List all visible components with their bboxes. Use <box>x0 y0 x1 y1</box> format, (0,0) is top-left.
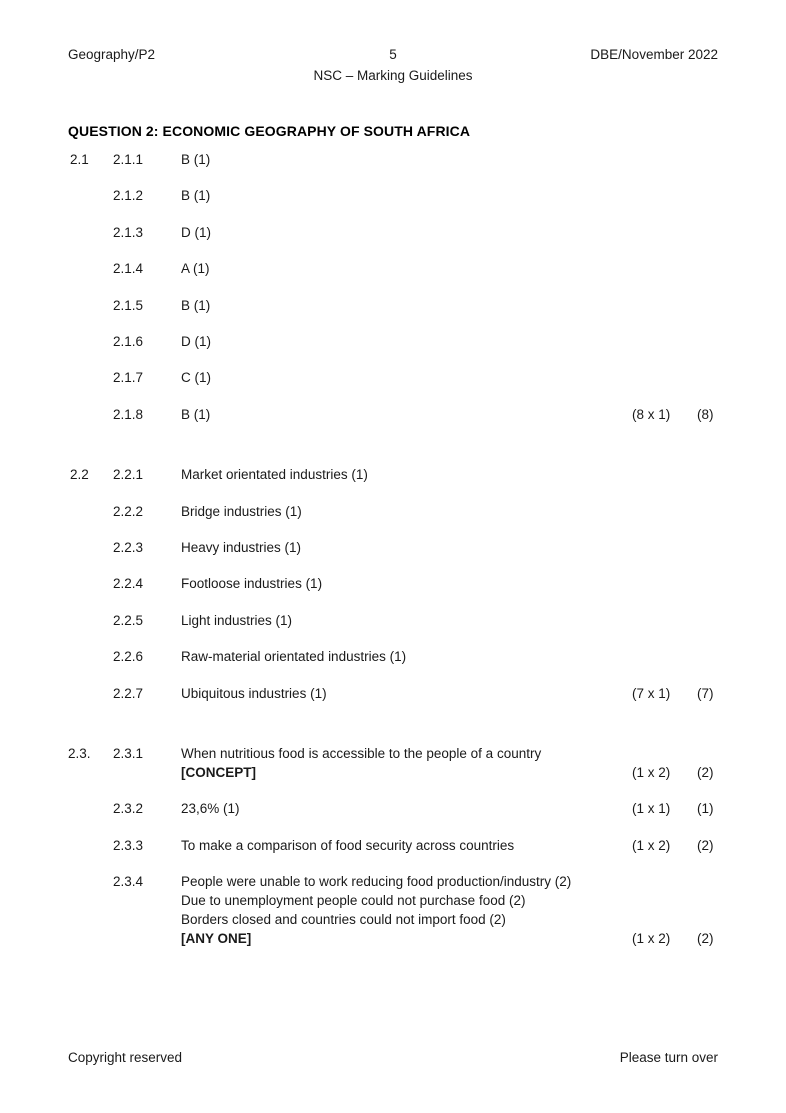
answer-text <box>181 186 646 205</box>
answer-line: Bridge industries (1) <box>181 503 302 519</box>
answer-row <box>0 186 786 205</box>
answer-row <box>0 799 786 818</box>
answer-text <box>181 872 646 948</box>
answer-row <box>0 647 786 666</box>
answer-row <box>0 259 786 278</box>
mark-calculation: (1 x 2) <box>632 931 671 947</box>
answer-text <box>181 296 646 315</box>
answer-line: Market orientated industries (1) <box>181 467 368 483</box>
sub-question-number: 2.3.2 <box>113 801 144 817</box>
answer-line: [CONCEPT] <box>181 765 256 780</box>
answer-line: Footloose industries (1) <box>181 576 323 592</box>
section-number: 2.3. <box>68 746 91 761</box>
answer-line: Heavy industries (1) <box>181 540 302 555</box>
answer-line: [ANY ONE] <box>181 931 252 947</box>
answer-line: Due to unemployment people could not purchase food (2) <box>181 893 526 909</box>
answer-row <box>0 574 786 593</box>
answer-line: D (1) <box>181 334 211 349</box>
answer-row <box>0 611 786 630</box>
answer-row <box>0 836 786 855</box>
answer-text <box>181 684 646 703</box>
mark-calculation: (7 x 1) <box>632 685 671 701</box>
answer-text <box>181 538 646 557</box>
header-row-primary <box>68 45 718 65</box>
section-number: 2.2 <box>70 467 89 483</box>
answer-row <box>0 296 786 315</box>
sub-question-number: 2.1.7 <box>113 370 144 386</box>
mark-calculation: (1 x 1) <box>632 801 671 817</box>
answer-row <box>0 744 786 782</box>
answer-text <box>181 259 646 278</box>
answer-row <box>0 150 786 169</box>
answer-line: A (1) <box>181 261 210 277</box>
answer-row <box>0 223 786 242</box>
sub-question-number: 2.3.4 <box>113 874 144 890</box>
answer-row <box>0 502 786 521</box>
answer-line: B (1) <box>181 188 211 204</box>
answer-line: Ubiquitous industries (1) <box>181 685 327 701</box>
answer-row <box>0 332 786 351</box>
answer-row <box>0 684 786 703</box>
answer-line: D (1) <box>181 224 211 240</box>
sub-question-number: 2.1.2 <box>113 188 144 204</box>
header-exam-session: DBE/November 2022 <box>590 47 718 62</box>
sub-question-number: 2.1.6 <box>113 334 144 349</box>
answer-text <box>181 744 646 782</box>
answer-text <box>181 647 646 666</box>
footer-turn-over: Please turn over <box>619 1050 718 1065</box>
header-center-label: NSC – Marking Guidelines <box>313 68 473 83</box>
header-page-number: 5 <box>389 47 397 62</box>
answer-line: B (1) <box>181 406 211 422</box>
question-heading: QUESTION 2: ECONOMIC GEOGRAPHY OF SOUTH AFRICA <box>68 123 471 140</box>
footer-copyright: Copyright reserved <box>68 1050 183 1065</box>
answer-line: Light industries (1) <box>181 612 293 628</box>
document-footer <box>68 1049 718 1067</box>
sub-question-number: 2.2.3 <box>113 540 144 555</box>
answer-row <box>0 538 786 557</box>
answer-row <box>0 368 786 387</box>
answer-text <box>181 150 646 169</box>
sub-question-number: 2.2.7 <box>113 685 144 701</box>
mark-calculation: (8 x 1) <box>632 406 671 422</box>
section-number: 2.1 <box>70 152 89 167</box>
answer-row <box>0 465 786 484</box>
answer-row <box>0 405 786 424</box>
sub-question-number: 2.1.5 <box>113 297 144 313</box>
sub-question-number: 2.2.2 <box>113 503 144 519</box>
sub-question-number: 2.3.3 <box>113 837 144 853</box>
answer-line: Borders closed and countries could not import food (2) <box>181 912 506 928</box>
header-row-secondary <box>68 66 718 86</box>
mark-total: (2) <box>697 837 714 853</box>
mark-total: (1) <box>697 801 714 817</box>
answer-text <box>181 465 646 484</box>
mark-total: (7) <box>697 685 714 701</box>
sub-question-number: 2.2.5 <box>113 612 144 628</box>
answer-text <box>181 836 646 855</box>
answer-line: To make a comparison of food security across countries <box>181 837 515 853</box>
answer-text <box>181 574 646 593</box>
answer-line: People were unable to work reducing food production/industry (2) <box>181 874 572 890</box>
answer-line: B (1) <box>181 152 211 167</box>
answer-line: C (1) <box>181 370 211 386</box>
answer-row <box>0 872 786 948</box>
mark-total: (2) <box>697 931 714 947</box>
answer-line: When nutritious food is accessible to the people of a country <box>181 746 542 761</box>
answer-text <box>181 368 646 387</box>
answer-text <box>181 799 646 818</box>
answer-line: Raw-material orientated industries (1) <box>181 649 407 665</box>
answer-text <box>181 405 646 424</box>
mark-total: (2) <box>697 765 714 780</box>
sub-question-number: 2.2.6 <box>113 649 144 665</box>
header-subject: Geography/P2 <box>68 47 156 62</box>
answer-text <box>181 332 646 351</box>
answer-text <box>181 223 646 242</box>
answer-line: 23,6% (1) <box>181 801 240 817</box>
sub-question-number: 2.1.1 <box>113 152 144 167</box>
mark-calculation: (1 x 2) <box>632 765 671 780</box>
mark-calculation: (1 x 2) <box>632 837 671 853</box>
mark-total: (8) <box>697 406 714 422</box>
answer-line: B (1) <box>181 297 211 313</box>
sub-question-number: 2.1.3 <box>113 224 144 240</box>
sub-question-number: 2.2.1 <box>113 467 144 483</box>
answer-text <box>181 611 646 630</box>
document-header <box>68 45 718 89</box>
sub-question-number: 2.3.1 <box>113 746 144 761</box>
sub-question-number: 2.1.8 <box>113 406 144 422</box>
sub-question-number: 2.1.4 <box>113 261 144 277</box>
answer-text <box>181 502 646 521</box>
sub-question-number: 2.2.4 <box>113 576 144 592</box>
